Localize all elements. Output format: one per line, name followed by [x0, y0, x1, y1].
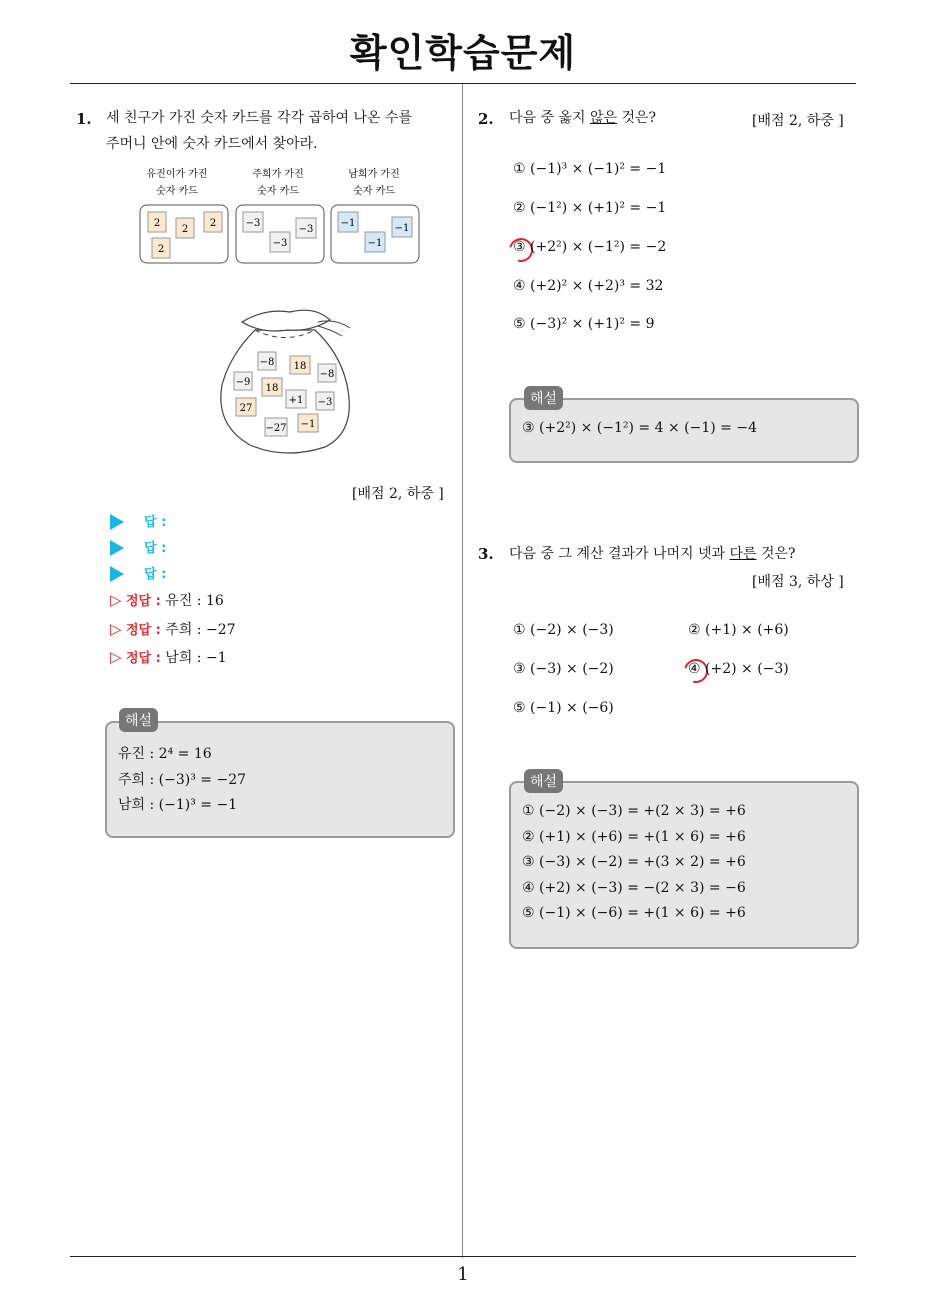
q2-option-4: ④ (+2)² × (+2)³ = 32: [513, 278, 664, 294]
bag-card-value: −8: [259, 357, 275, 368]
outline-triangle-icon: ▷: [110, 620, 122, 638]
q3-option-1: ① (−2) × (−3): [513, 622, 614, 638]
bag-top: [242, 310, 330, 331]
number-card-value: 2: [181, 224, 189, 235]
q2-option-3: ③ (+2²) × (−1²) = −2: [513, 239, 667, 255]
card-group-juhee: [236, 167, 324, 263]
explanation-line: ① (−2) × (−3) = +(2 × 3) = +6: [522, 803, 746, 819]
q2-option-1: ① (−1)³ × (−1)² = −1: [513, 161, 667, 177]
q1-card-groups: [130, 162, 430, 270]
page-number: 1: [457, 1264, 469, 1285]
column-divider: [462, 84, 463, 1258]
q3-option-4: ④ (+2) × (−3): [688, 661, 789, 677]
number-card-value: −3: [245, 218, 261, 229]
number-card-value: 2: [153, 218, 161, 229]
q3-text-post: 것은?: [756, 546, 796, 562]
explanation-tag: 해설: [119, 708, 158, 732]
q2-text-post: 것은?: [617, 110, 657, 126]
q2-option-5: ⑤ (−3)² × (+1)² = 9: [513, 316, 655, 332]
number-card-value: −3: [298, 224, 314, 235]
card-group-label: 유진이가 가진: [146, 169, 208, 180]
header-rule: [70, 83, 856, 84]
q3-text: [509, 542, 796, 566]
q1-text-line1: 세 친구가 가진 숫자 카드를 각각 곱하여 나온 수를: [106, 110, 413, 126]
q1-correct-row: [110, 590, 224, 610]
bag-card-value: −8: [319, 369, 335, 380]
q2-option-2: ② (−1²) × (+1)² = −1: [513, 200, 667, 216]
answer-label: 답 :: [144, 567, 167, 582]
q1-answer-row: [110, 511, 166, 530]
outline-triangle-icon: ▷: [110, 591, 122, 609]
number-card-value: −1: [394, 223, 410, 234]
q3-text-underlined: 다른: [729, 546, 757, 562]
q1-bag-illustration: [210, 300, 360, 460]
explanation-line: ③ (−3) × (−2) = +(3 × 2) = +6: [522, 854, 746, 870]
bag-card-value: −27: [265, 423, 287, 434]
q2-number: 2.: [478, 110, 494, 128]
page-title: 확인학습문제: [349, 31, 577, 75]
q3-option-3: ③ (−3) × (−2): [513, 661, 614, 677]
correct-label: 정답 :: [126, 623, 161, 638]
q2-points: [배점 2, 하중 ]: [752, 113, 844, 129]
q1-text-line2: 주머니 안에 숫자 카드에서 찾아라.: [106, 136, 318, 152]
card-group-yujin: [140, 167, 228, 263]
q1-answer-row: [110, 537, 166, 556]
outline-triangle-icon: ▷: [110, 648, 122, 666]
card-group-label: 숫자 카드: [156, 186, 198, 197]
explanation-tag: 해설: [524, 769, 563, 793]
card-group-label: 숫자 카드: [257, 186, 299, 197]
explanation-line: ② (+1) × (+6) = +(1 × 6) = +6: [522, 829, 746, 845]
q1-number: 1.: [76, 110, 92, 128]
explanation-tag: 해설: [524, 386, 563, 410]
number-card-value: 2: [209, 218, 217, 229]
q1-answer-row: [110, 563, 166, 582]
q3-option-2: ② (+1) × (+6): [688, 622, 789, 638]
answer-label: 답 :: [144, 541, 167, 556]
explanation-line: 주희 : (−3)³ = −27: [118, 772, 247, 788]
number-card-value: −1: [367, 238, 383, 249]
card-group-label: 남희가 가진: [348, 169, 400, 180]
q1-correct-row: [110, 647, 227, 667]
explanation-line: ⑤ (−1) × (−6) = +(1 × 6) = +6: [522, 905, 746, 921]
number-card-value: 2: [157, 244, 165, 255]
bag-card-value: 18: [293, 361, 307, 372]
q3-number: 3.: [478, 545, 494, 563]
correct-label: 정답 :: [126, 594, 161, 609]
bag-card-value: −3: [317, 397, 333, 408]
correct-answer: 주희 : −27: [165, 622, 236, 638]
correct-answer: 남희 : −1: [165, 650, 227, 666]
correct-answer: 유진 : 16: [165, 593, 224, 609]
q3-option-5: ⑤ (−1) × (−6): [513, 700, 614, 716]
correct-label: 정답 :: [126, 651, 161, 666]
q2-text: [509, 106, 656, 130]
explanation-line: 남희 : (−1)³ = −1: [118, 797, 238, 813]
bag-card-value: 27: [239, 403, 253, 414]
q1-points: [배점 2, 하중 ]: [352, 486, 444, 502]
q1-correct-row: [110, 619, 236, 639]
q3-text-pre: 다음 중 그 계산 결과가 나머지 넷과: [509, 546, 730, 562]
answer-label: 답 :: [144, 515, 167, 530]
play-triangle-icon: [110, 566, 124, 582]
footer-rule: [70, 1256, 856, 1257]
q3-points: [배점 3, 하상 ]: [752, 574, 844, 590]
bag-card-value: −9: [235, 377, 251, 388]
play-triangle-icon: [110, 514, 124, 530]
number-card-value: −1: [340, 218, 356, 229]
play-triangle-icon: [110, 540, 124, 556]
number-card-value: −3: [272, 238, 288, 249]
explanation-line: ④ (+2) × (−3) = −(2 × 3) = −6: [522, 880, 746, 896]
card-group-label: 숫자 카드: [353, 186, 395, 197]
q2-text-pre: 다음 중 옳지: [509, 110, 590, 126]
explanation-line: 유진 : 2⁴ = 16: [118, 746, 212, 762]
card-group-label: 주희가 가진: [252, 169, 304, 180]
explanation-line: ③ (+2²) × (−1²) = 4 × (−1) = −4: [522, 420, 757, 436]
bag-card-value: 18: [265, 383, 279, 394]
bag-card-value: −1: [300, 419, 316, 430]
bag-card-value: +1: [288, 395, 304, 406]
q2-text-underlined: 않은: [589, 110, 618, 126]
card-group-namhee: [331, 167, 419, 263]
